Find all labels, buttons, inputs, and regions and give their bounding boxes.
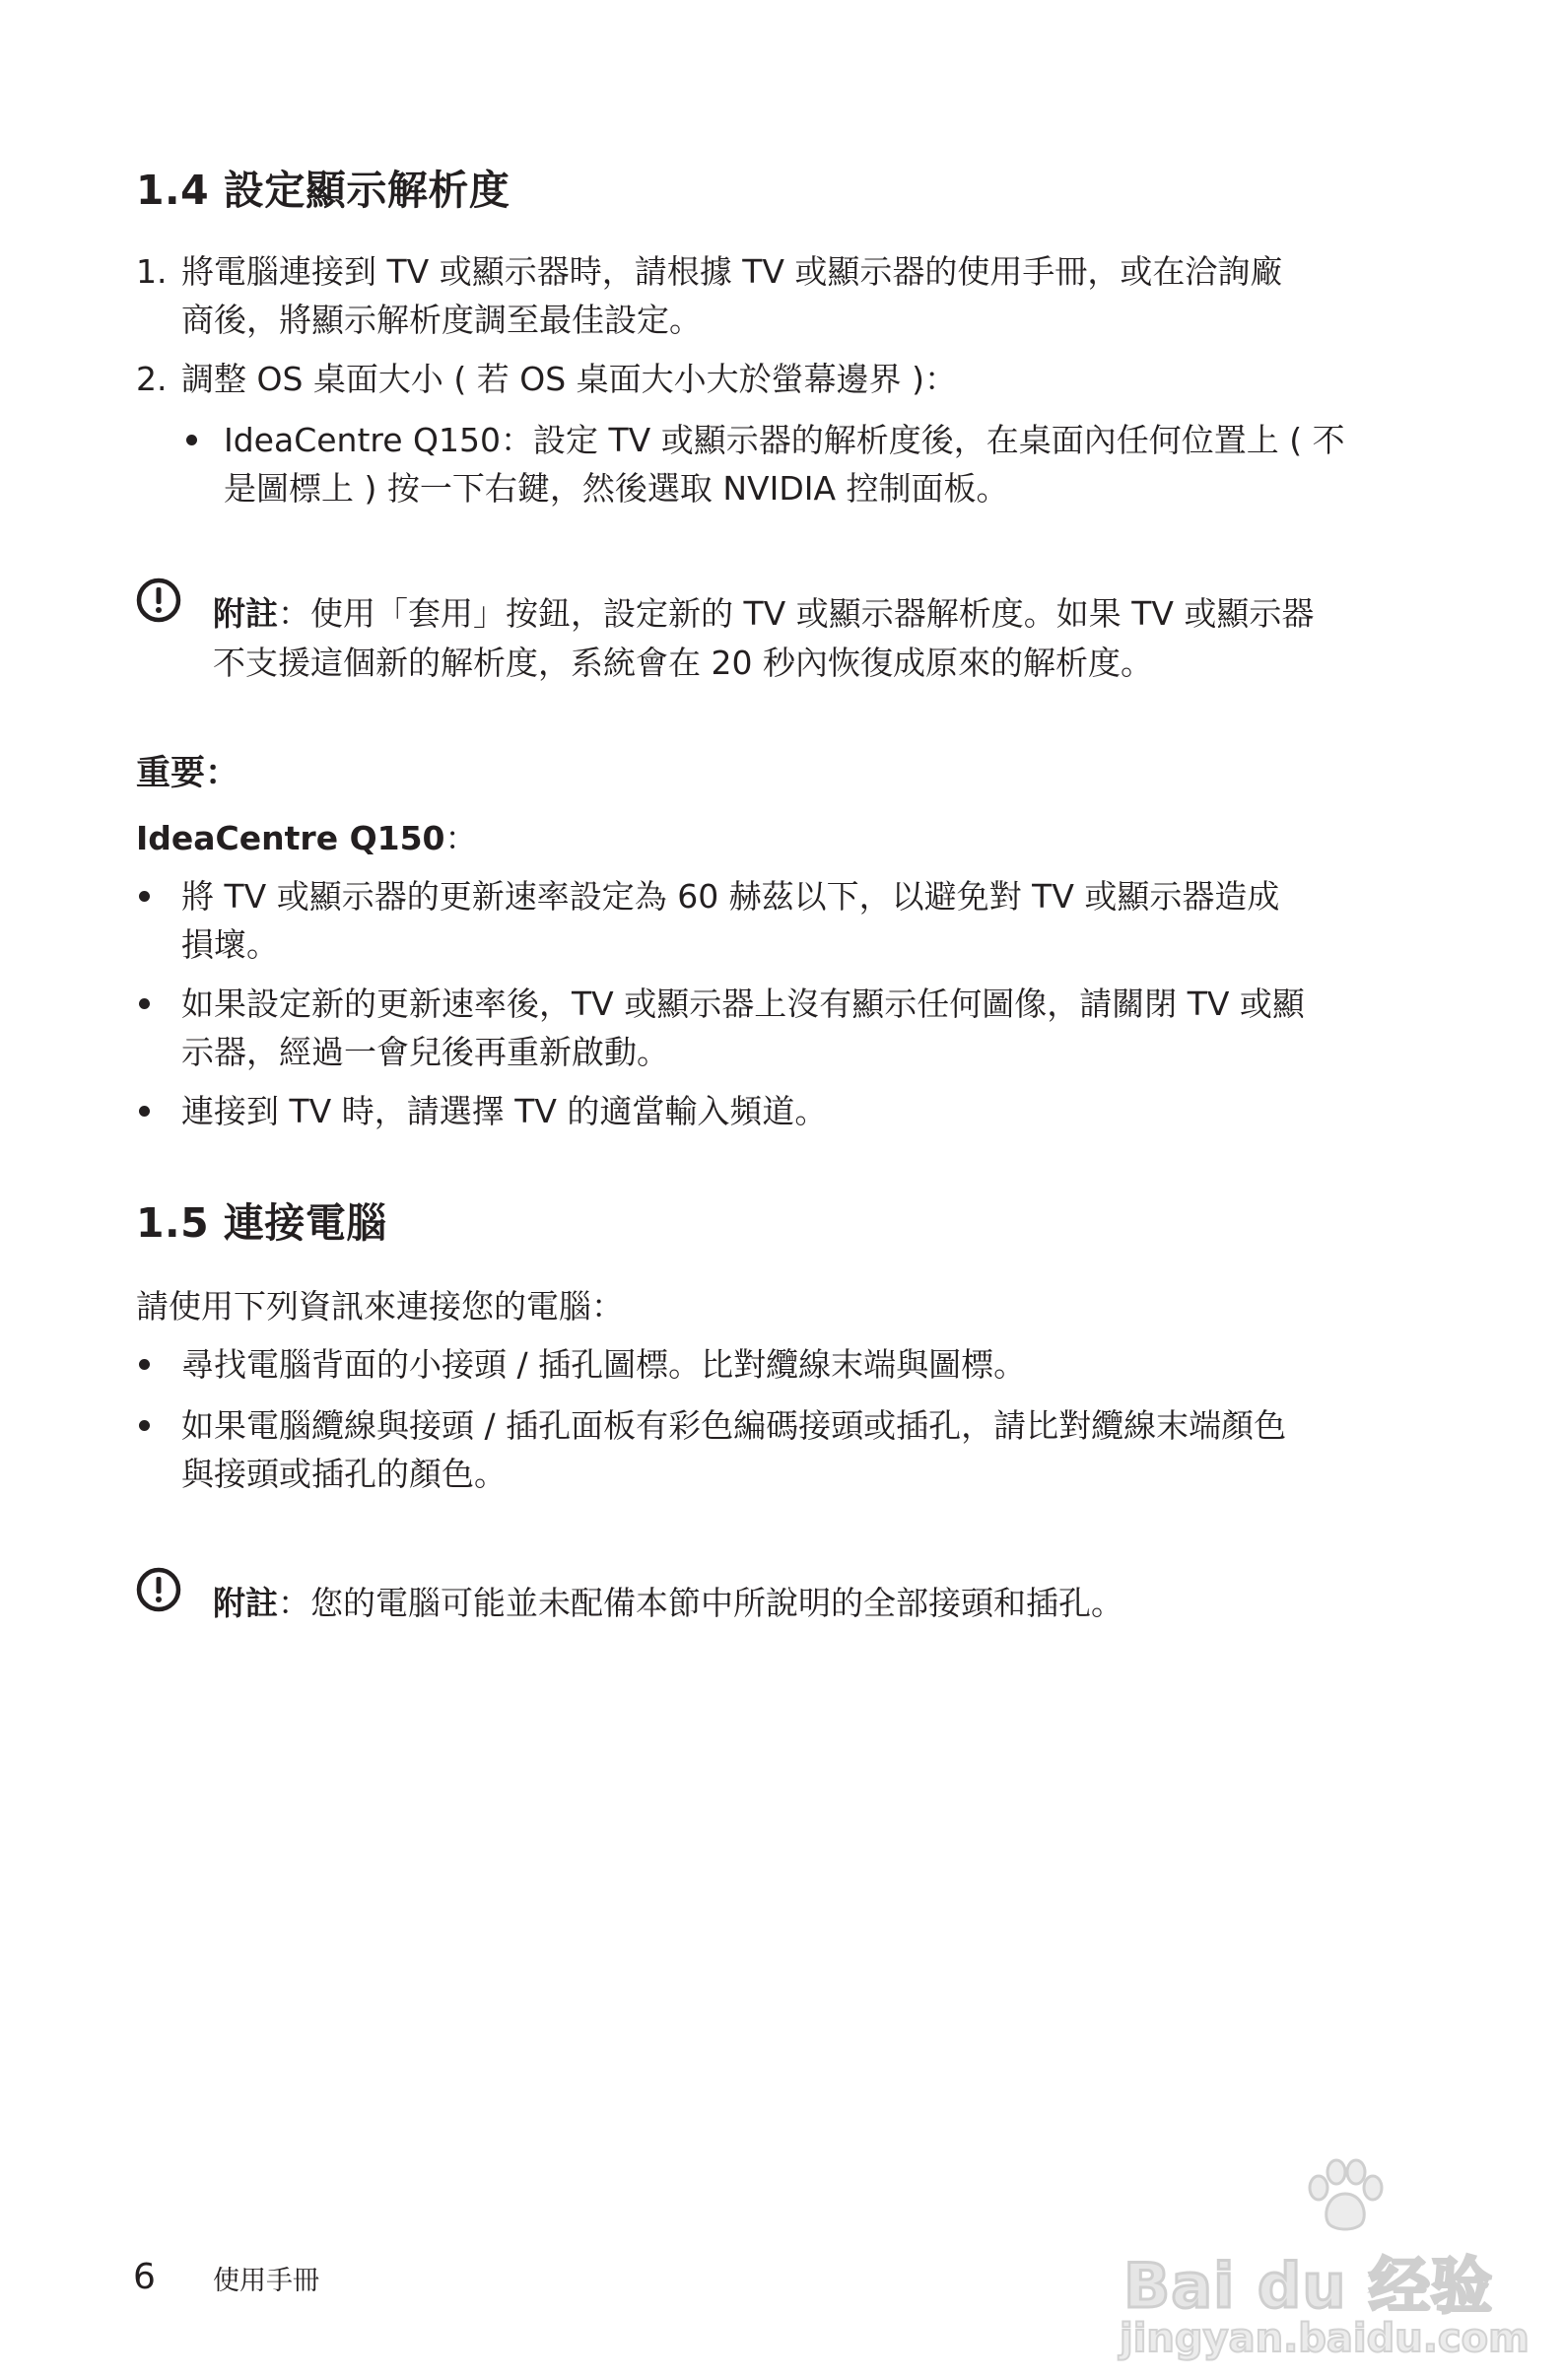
note-text: ：您的電腦可能並未配備本節中所說明的全部接頭和插孔。: [278, 1584, 1123, 1622]
item-2-line-1: 調整 OS 桌面大小 ( 若 OS 桌面大小大於螢幕邊界 )：: [181, 360, 958, 398]
watermark-url: jingyan.baidu.com: [1120, 2316, 1530, 2361]
important-bullet-1-line-1: 將 TV 或顯示器的更新速率設定為 60 赫茲以下，以避免對 TV 或顯示器造成: [181, 877, 1280, 916]
section-1-5-heading: 1.5 連接電腦: [136, 1199, 387, 1247]
bullet-dot-icon: [139, 1420, 150, 1431]
important-bullet-2-line-2: 示器，經過一會兒後再重新啟動。: [181, 1033, 669, 1071]
note-text: ：使用「套用」按鈕，設定新的 TV 或顯示器解析度。如果 TV 或顯示器: [278, 594, 1315, 633]
note-1-line-2: 不支援這個新的解析度，系統會在 20 秒內恢復成原來的解析度。: [213, 644, 1153, 682]
bullet-dot-icon: [186, 435, 197, 445]
list-number-2: 2.: [136, 360, 168, 398]
important-bullet-2-line-1: 如果設定新的更新速率後，TV 或顯示器上沒有顯示任何圖像，請關閉 TV 或顯: [181, 985, 1305, 1023]
bullet-dot-icon: [139, 998, 150, 1009]
bullet-dot-icon: [139, 1359, 150, 1370]
paw-icon: [1301, 2158, 1390, 2237]
important-heading: 重要：: [136, 754, 240, 793]
item-1-line-1: 將電腦連接到 TV 或顯示器時，請根據 TV 或顯示器的使用手冊，或在洽詢廠: [181, 252, 1283, 291]
item-1-line-2: 商後，將顯示解析度調至最佳設定。: [181, 301, 702, 339]
note-2-line-1: [213, 1580, 1123, 1627]
list-number-1: 1.: [136, 252, 168, 291]
page-number: 6: [133, 2257, 156, 2297]
bullet-dot-icon: [139, 1106, 150, 1117]
baidu-watermark: [1114, 2158, 1530, 2361]
section-1-5-intro: 請使用下列資訊來連接您的電腦：: [136, 1287, 624, 1326]
model-label: IdeaCentre Q150: [136, 819, 445, 857]
watermark-logo: Bai du 经验: [1123, 2250, 1494, 2322]
bullet-dot-icon: [139, 891, 150, 902]
exclamation-circle-icon: [134, 576, 183, 625]
important-bullet-3-line-1: 連接到 TV 時，請選擇 TV 的適當輸入頻道。: [181, 1092, 828, 1130]
sub-bullet-line-1: IdeaCentre Q150：設定 TV 或顯示器的解析度後，在桌面內任何位置上 ( 不: [224, 421, 1345, 459]
footer-doc-title: 使用手冊: [213, 2266, 319, 2296]
sub-bullet-line-2: 是圖標上 ) 按一下右鍵，然後選取 NVIDIA 控制面板。: [224, 469, 1009, 508]
connect-bullet-2-line-2: 與接頭或插孔的顏色。: [181, 1455, 507, 1493]
connect-bullet-1-line-1: 尋找電腦背面的小接頭 / 插孔圖標。比對纜線末端與圖標。: [181, 1345, 1027, 1384]
note-1-line-1: [213, 590, 1314, 638]
note-label: 附註: [213, 1584, 278, 1622]
connect-bullet-2-line-1: 如果電腦纜線與接頭 / 插孔面板有彩色編碼接頭或插孔，請比對纜線末端顏色: [181, 1406, 1287, 1445]
model-label-line: [136, 815, 478, 862]
exclamation-circle-icon: [134, 1565, 183, 1614]
model-colon: ：: [444, 819, 478, 857]
important-bullet-1-line-2: 損壞。: [181, 925, 279, 964]
section-1-4-heading: 1.4 設定顯示解析度: [136, 167, 510, 214]
note-label: 附註: [213, 594, 278, 633]
